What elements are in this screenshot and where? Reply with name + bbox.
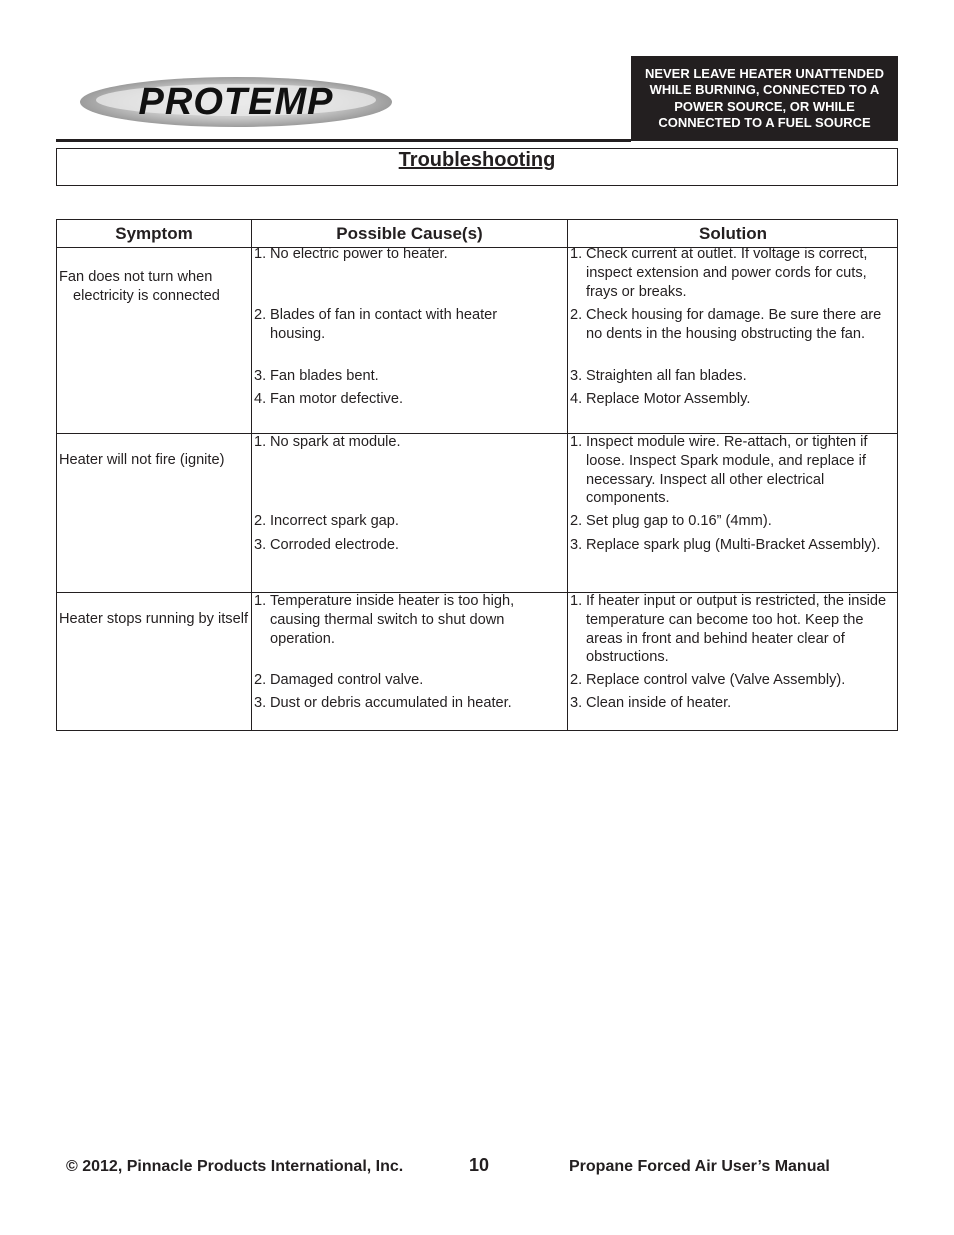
solution-number: 2. — [570, 307, 583, 323]
solution-item — [570, 512, 892, 531]
column-divider — [567, 220, 568, 730]
solution-number: 1. — [570, 434, 583, 450]
column-header-solution: Solution — [699, 224, 767, 243]
solution-number: 3. — [570, 695, 583, 711]
solution-item — [570, 536, 892, 555]
troubleshooting-table — [56, 219, 898, 731]
column-header-symptom: Symptom — [115, 224, 193, 243]
cause-text: Blades of fan in contact with heater housing. — [270, 307, 498, 342]
warning-box — [631, 56, 898, 141]
solution-item — [570, 367, 892, 386]
cause-item — [254, 433, 554, 452]
cause-number: 1. — [254, 246, 267, 262]
solution-text: Check housing for damage. Be sure there are no dents in the housing obstructing the fan. — [586, 307, 882, 342]
solution-text: Inspect module wire. Re-attach, or tighten if loose. Inspect Spark module, and replace if necessary. Inspect all other electrical components. — [586, 434, 868, 507]
solution-item — [570, 245, 892, 301]
solution-number: 4. — [570, 391, 583, 407]
column-header-cause: Possible Cause(s) — [336, 224, 483, 243]
cause-number: 3. — [254, 368, 267, 384]
solution-text: Straighten all fan blades. — [586, 368, 747, 384]
cause-text: Fan motor defective. — [270, 391, 404, 407]
cause-item — [254, 536, 554, 555]
symptom-cell: Heater will not fire (ignite) — [59, 452, 225, 468]
logo-text: PROTEMP — [138, 81, 334, 123]
solution-item — [570, 694, 892, 713]
cause-number: 3. — [254, 695, 267, 711]
cause-text: Incorrect spark gap. — [270, 513, 399, 529]
cause-text: No electric power to heater. — [270, 246, 448, 262]
cause-item — [254, 592, 554, 648]
cause-number: 4. — [254, 391, 267, 407]
cause-number: 2. — [254, 672, 267, 688]
solution-text: Check current at outlet. If voltage is correct, inspect extension and power cords for cuts, frays or breaks. — [586, 246, 868, 300]
warning-line: POWER SOURCE, OR WHILE — [674, 98, 855, 114]
solution-item — [570, 671, 892, 690]
cause-number: 1. — [254, 593, 267, 609]
solution-text: If heater input or output is restricted, the inside temperature can become too hot. Keep the areas in front and behind heater clear of obstructions. — [586, 593, 887, 666]
footer-manual-title: Propane Forced Air User’s Manual — [569, 1158, 830, 1175]
solution-item — [570, 433, 892, 508]
solution-number: 3. — [570, 537, 583, 553]
cause-item — [254, 512, 554, 531]
cause-text: Temperature inside heater is too high, causing thermal switch to shut down operation. — [270, 593, 515, 647]
cause-number: 2. — [254, 513, 267, 529]
cause-text: Fan blades bent. — [270, 368, 379, 384]
warning-line: NEVER LEAVE HEATER UNATTENDED — [644, 65, 885, 81]
cause-item — [254, 390, 554, 409]
symptom-cell: Fan does not turn when electricity is connected — [59, 269, 220, 304]
solution-text: Replace control valve (Valve Assembly). — [586, 672, 846, 688]
warning-line: CONNECTED TO A FUEL SOURCE — [658, 115, 871, 130]
cause-item — [254, 367, 554, 386]
page-number: 10 — [469, 1155, 490, 1175]
solution-text: Clean inside of heater. — [586, 695, 732, 711]
cause-text: Dust or debris accumulated in heater. — [270, 695, 512, 711]
solution-number: 1. — [570, 246, 583, 262]
cause-number: 1. — [254, 434, 267, 450]
cause-item — [254, 671, 554, 690]
solution-number: 1. — [570, 593, 583, 609]
solution-text: Replace Motor Assembly. — [586, 391, 751, 407]
solution-number: 2. — [570, 513, 583, 529]
cause-number: 2. — [254, 307, 267, 323]
cause-text: No spark at module. — [270, 434, 401, 450]
symptom-cell: Heater stops running by itself — [59, 611, 249, 627]
protemp-logo — [78, 74, 394, 130]
solution-item — [570, 592, 892, 667]
title-box — [56, 148, 898, 186]
column-divider — [251, 220, 252, 730]
solution-item — [570, 306, 892, 344]
solution-text: Replace spark plug (Multi-Bracket Assembly). — [586, 537, 881, 553]
header-rule — [56, 139, 631, 142]
cause-text: Corroded electrode. — [270, 537, 399, 553]
cause-number: 3. — [254, 537, 267, 553]
logo-swoosh-icon — [78, 74, 394, 130]
solution-number: 2. — [570, 672, 583, 688]
page-title: Troubleshooting — [398, 149, 556, 171]
solution-item — [570, 390, 892, 409]
footer-copyright: © 2012, Pinnacle Products International, Inc. — [66, 1158, 404, 1175]
warning-line: WHILE BURNING, CONNECTED TO A — [649, 82, 880, 97]
solution-number: 3. — [570, 368, 583, 384]
cause-item — [254, 245, 554, 264]
cause-text: Damaged control valve. — [270, 672, 424, 688]
solution-text: Set plug gap to 0.16” (4mm). — [586, 513, 772, 529]
cause-item — [254, 694, 554, 713]
cause-item — [254, 306, 554, 344]
